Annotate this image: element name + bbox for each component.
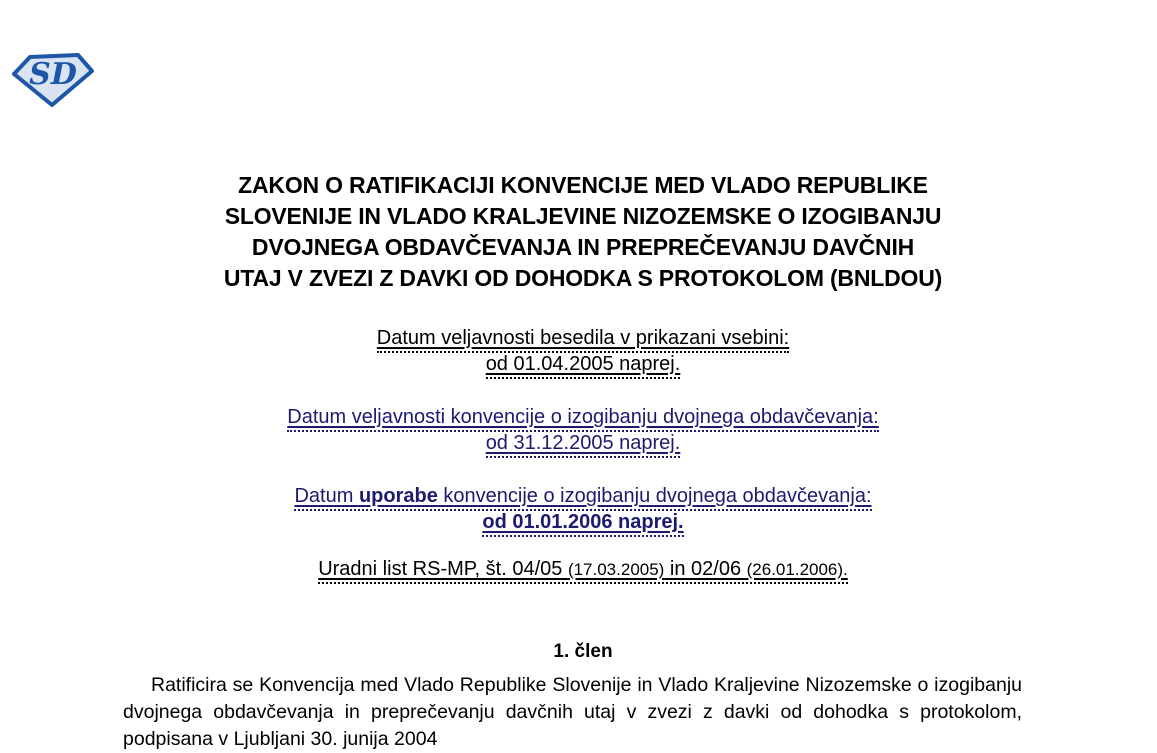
- application-label-prefix: Datum: [294, 485, 359, 507]
- application-label-bold-word: uporabe: [358, 485, 438, 507]
- application-label-suffix: konvencije o izogibanju dvojnega obdavčevanja:: [437, 485, 872, 507]
- title-line-2: SLOVENIJE IN VLADO KRALJEVINE NIZOZEMSKE O IZOGIBANJU: [224, 203, 942, 229]
- title-line-4: UTAJ V ZVEZI Z DAVKI OD DOHODKA S PROTOKOLOM (BNLDOU): [223, 265, 943, 291]
- document-title: [123, 170, 1043, 294]
- gazette-reference: [123, 559, 1043, 584]
- validity-convention-value: od 31.12.2005 naprej.: [486, 433, 681, 458]
- section-validity-convention: [123, 407, 1043, 458]
- title-line-3: DVOJNEGA OBDAVČEVANJA IN PREPREČEVANJU DAVČNIH: [251, 234, 915, 260]
- sd-diamond-icon: [12, 53, 94, 107]
- gazette-seg-issue-2: in 02/06: [664, 558, 747, 580]
- validity-convention-label: Datum veljavnosti konvencije o izogibanju dvojnega obdavčevanja:: [287, 407, 878, 432]
- gazette-seg-date-2: (26.01.2006).: [746, 560, 848, 579]
- sd-logo: [12, 53, 94, 107]
- gazette-seg-main: Uradni list RS-MP, št. 04/05: [318, 558, 568, 580]
- article-1-heading: 1. člen: [553, 641, 613, 662]
- application-convention-value: od 01.01.2006 naprej.: [482, 512, 683, 537]
- article-1-paragraph: Ratificira se Konvencija med Vlado Republike Slovenije in Vlado Kraljevine Nizozemske o izogibanju dvojnega obdavčevanja in preprečevanju davčnih utaj v zvezi z davki od dohodka s protokolom, podpisana v Ljubljani 30. junija 2004: [123, 674, 1022, 750]
- validity-text-value: od 01.04.2005 naprej.: [486, 354, 681, 379]
- section-validity-text: [123, 328, 1043, 379]
- application-convention-label: [294, 486, 871, 511]
- gazette-seg-date-1: (17.03.2005): [567, 560, 665, 579]
- document-body: [123, 170, 1043, 753]
- gazette-reference-text: [318, 559, 848, 584]
- validity-text-label: Datum veljavnosti besedila v prikazani vsebini:: [377, 328, 789, 353]
- section-application-convention: [123, 486, 1043, 537]
- title-line-1: ZAKON O RATIFIKACIJI KONVENCIJE MED VLADO REPUBLIKE: [238, 172, 928, 198]
- sd-logo-letters: SD: [29, 57, 77, 92]
